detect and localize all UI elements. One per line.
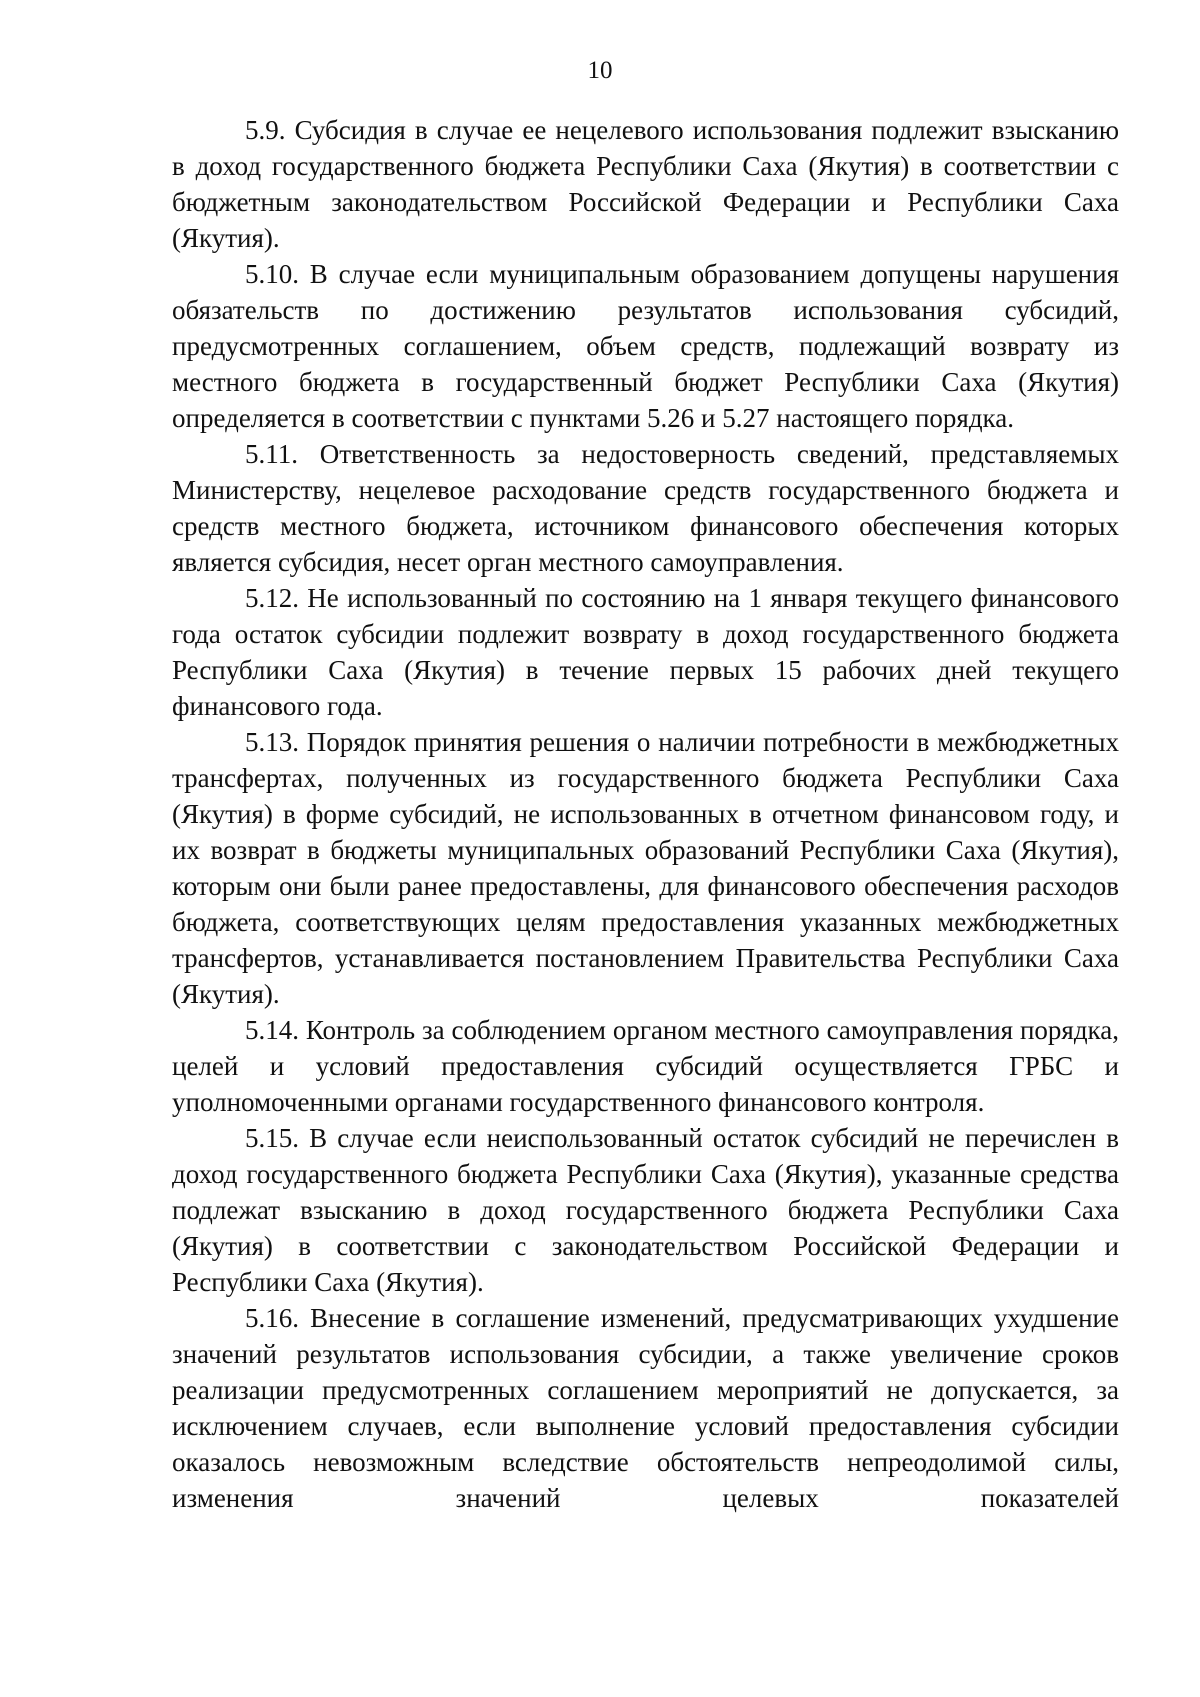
clause-5-13: 5.13. Порядок принятия решения о наличии потребности в межбюджетных трансфертах, полученных из государственного бюджета Республики Саха (Якутия) в форме субсидий, не использованных в отчетном финансовом году, и их возврат в бюджеты муниципальных образований Республики Саха (Якутия), которым они были ранее предоставлены, для финансового обеспечения расходов бюджета, соответствующих целям предоставления указанных межбюджетных трансфертов, устанавливается постановлением Правительства Республики Саха (Якутия). (172, 727, 1119, 1009)
clause-5-15: 5.15. В случае если неиспользованный остаток субсидий не перечислен в доход государственного бюджета Республики Саха (Якутия), указанные средства подлежат взысканию в доход государственного бюджета Республики Саха (Якутия) в соответствии с законодательством Российской Федерации и Республики Саха (Якутия). (172, 1123, 1119, 1297)
clause-5-11: 5.11. Ответственность за недостоверность сведений, представляемых Министерству, нецелевое расходование средств государственного бюджета и средств местного бюджета, источником финансового обеспечения которых является субсидия, несет орган местного самоуправления. (172, 439, 1119, 577)
clause-5-16: 5.16. Внесение в соглашение изменений, предусматривающих ухудшение значений результатов использования субсидии, а также увеличение сроков реализации предусмотренных соглашением мероприятий не допускается, за исключением случаев, если выполнение условий предоставления субсидии оказалось невозможным вследствие обстоятельств непреодолимой силы, изменения значений целевых показателей (172, 1303, 1119, 1513)
page-number: 10 (587, 57, 613, 84)
clause-5-12: 5.12. Не использованный по состоянию на 1 января текущего финансового года остаток субсидии подлежит возврату в доход государственного бюджета Республики Саха (Якутия) в течение первых 15 рабочих дней текущего финансового года. (172, 583, 1119, 721)
document-body (172, 112, 1119, 1516)
clause-5-10: 5.10. В случае если муниципальным образованием допущены нарушения обязательств по достижению результатов использования субсидий, предусмотренных соглашением, объем средств, подлежащий возврату из местного бюджета в государственный бюджет Республики Саха (Якутия) определяется в соответствии с пунктами 5.26 и 5.27 настоящего порядка. (172, 259, 1119, 433)
clause-5-9: 5.9. Субсидия в случае ее нецелевого использования подлежит взысканию в доход государственного бюджета Республики Саха (Якутия) в соответствии с бюджетным законодательством Российской Федерации и Республики Саха (Якутия). (172, 115, 1119, 253)
clause-5-14: 5.14. Контроль за соблюдением органом местного самоуправления порядка, целей и условий предоставления субсидий осуществляется ГРБС и уполномоченными органами государственного финансового контроля. (172, 1015, 1119, 1117)
